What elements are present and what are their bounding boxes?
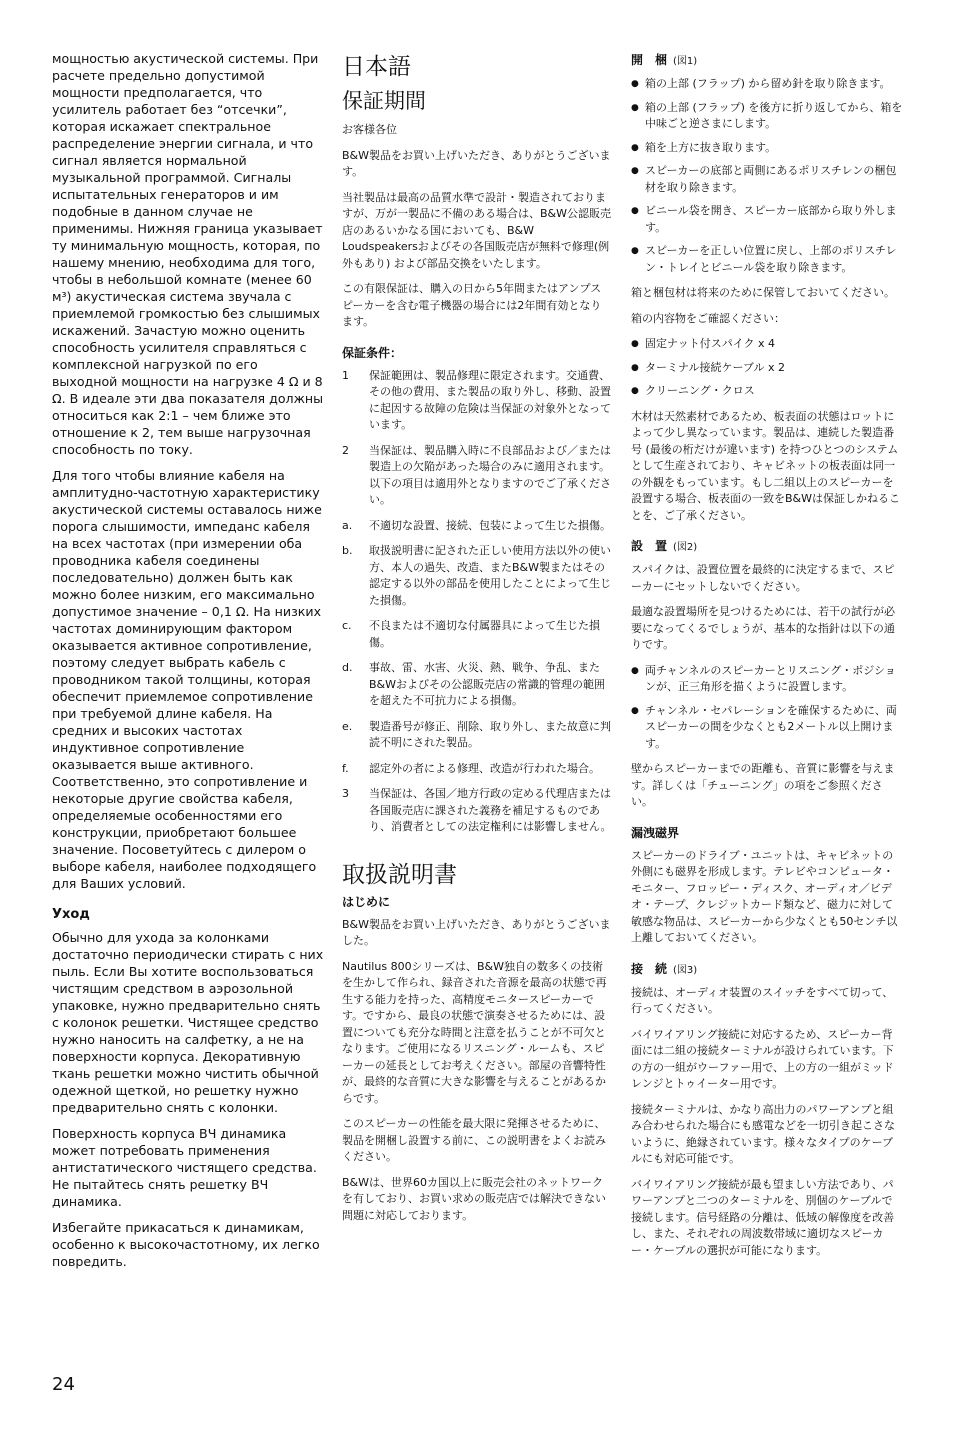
connection-heading-text: 接 続 — [631, 961, 668, 976]
unpacking-figure-ref: (図1) — [673, 56, 698, 67]
condition-number: f. — [342, 761, 349, 775]
connection-paragraph: バイワイアリング接続に対応するため、スピーカー背面には二組の接続ターミナルが設けられています。下の方の一組がウーファー用で、上の方の一組がミッドレンジとトゥイーター用です。 — [631, 1027, 894, 1090]
condition-text: 製造番号が修正、削除、取り外し、また故意に判読不明にされた製品。 — [369, 719, 611, 749]
condition-number: e. — [342, 719, 353, 733]
ru-paragraph-power: мощностью акустической системы. При расчете предельно допустимой мощности предполагается, что усилитель работает без “отсечки”, которая искажает спектральное распределение энергии сигнала, и что сигнал является нормальной музыкальной программой. Сигналы испытательных генераторов и им подобные в данном случае не применимы. Нижняя граница указывает ту минимальную мощность, которая, по нашему мнению, необходима для того, чтобы в небольшой комнате (менее 60 м³) акустическая система звучала с приемлемой громкостью без слышимых искажений. Зачастую можно оценить способность усилителя справляться с комплексной нагрузкой по его выходной мощности на нагрузке 4 Ω и 8 Ω. В идеале эти два показателя должны относиться как 2:1 – чем ближе это отношение к 2, тем выше нагрузочная способность по току. — [52, 51, 324, 457]
intro-paragraph: B&Wは、世界60カ国以上に販売会社のネットワークを有しており、お買い求めの販売店では解決できない問題に対応しております。 — [342, 1175, 606, 1222]
condition-number: 3 — [342, 787, 349, 800]
placement-paragraph: 最適な設置場所を見つけるためには、若干の試行が必要になってくるでしょうが、基本的な指針は以下の通りです。 — [631, 605, 895, 651]
condition-text: 取扱説明書に記された正しい使用方法以外の使い方、本人の過失、改造、またB&W製またはその認定する以外の部品を使用したことによって生じた損傷。 — [369, 544, 611, 607]
list-item: ● 箱を上方に抜き取ります。 — [631, 140, 903, 157]
condition-number: 1 — [342, 368, 349, 382]
placement-heading — [631, 538, 903, 556]
connection-paragraph: バイワイアリング接続が最も望ましい方法であり、パワーアンプと二つのターミナルを、別個のケーブルで接続します。信号経路の分離は、低域の解像度を改善し、また、それぞれの周波数帯域に適切なスピーカー・ケーブルの選択が可能になります。 — [631, 1177, 895, 1257]
manual-title: 取扱説明書 — [342, 861, 457, 888]
unpacking-paragraph: 箱の内容物をご確認ください： — [631, 311, 785, 325]
warranty-paragraph: B&W製品をお買い上げいただき、ありがとうございます。 — [342, 148, 611, 178]
ru-paragraph-care-3: Избегайте прикасаться к динамикам, особенно к высокочастотному, их легко повредить. — [52, 1220, 320, 1269]
condition-number: d. — [342, 661, 353, 674]
magnetic-heading: 漏洩磁界 — [631, 825, 680, 840]
warranty-paragraph: 当社製品は最高の品質水準で設計・製造されておりますが、万が一製品に不備のある場合は、B&W公認販売店のあるいかなる国においても、B&W Loudspeakersおよびその各国販売店が無料で修理(例外もあり) および部品交換をいたします。 — [342, 190, 611, 270]
condition-text: 不良または不適切な付属器具によって生じた損傷。 — [369, 619, 600, 649]
unpacking-heading — [631, 52, 903, 70]
unpacking-paragraph: 箱と梱包材は将来のために保管しておいてください。 — [631, 286, 895, 299]
condition-item — [342, 660, 612, 710]
list-item: ● ビニール袋を開き、スピーカー底部から取り外します。 — [631, 203, 903, 236]
condition-item — [342, 543, 612, 609]
list-item: ● クリーニング・クロス — [631, 383, 903, 400]
unpacking-heading-text: 開 梱 — [631, 53, 668, 67]
list-item: ● 箱の上部 (フラップ) から留め針を取り除きます。 — [631, 76, 903, 93]
placement-paragraph: スパイクは、設置位置を最終的に決定するまで、スピーカーにセットしないでください。 — [631, 563, 895, 593]
condition-text: 当保証は、製品購入時に不良部品および／または製造上の欠陥があった場合のみに適用されます。以下の項目は適用外となりますのでご了承ください。 — [369, 443, 611, 506]
connection-paragraph: 接続ターミナルは、かなり高出力のパワーアンプと組み合わせられた場合にも感電などを一切引き起こさないように、絶縁されています。様々なタイプのケーブルにも対応可能です。 — [631, 1102, 895, 1165]
placement-paragraph: 壁からスピーカーまでの距離も、音質に影響を与えます。詳しくは「チューニング」の項をご参照ください。 — [631, 762, 895, 808]
condition-number: 2 — [342, 443, 349, 457]
intro-heading: はじめに — [342, 894, 391, 909]
japanese-warranty-column — [342, 50, 612, 1233]
list-item: ● スピーカーの底部と両側にあるポリスチレンの梱包材を取り除きます。 — [631, 163, 903, 196]
language-title: 日本語 — [342, 54, 411, 80]
conditions-list — [342, 368, 612, 836]
ru-paragraph-care-2: Поверхность корпуса ВЧ динамика может потребовать применения антистатического чистящего средства. Не пытайтесь снять решетку ВЧ динамика. — [52, 1126, 317, 1209]
placement-list — [631, 663, 903, 753]
condition-item — [342, 518, 612, 535]
condition-item — [342, 618, 612, 651]
warranty-paragraph: この有限保証は、購入の日から5年間またはアンプスピーカーを含む電子機器の場合には2年間有効となります。 — [342, 282, 602, 328]
contents-list — [631, 336, 903, 400]
warranty-title: 保証期間 — [342, 89, 426, 113]
placement-figure-ref: (図2) — [673, 542, 698, 553]
ru-paragraph-care-1: Обычно для ухода за колонками достаточно периодически стирать с них пыль. Если Вы хотите воспользоваться чистящим средством в аэрозольной упаковке, нужно предварительно снять с колонок решетки. Чистящее средство нужно наносить на салфетку, а не на поверхности корпуса. Декоративную ткань решетки можно чистить обычной одежной щеткой, но решетку нужно предварительно снять с колонки. — [52, 930, 324, 1115]
connection-heading — [631, 961, 903, 979]
list-item: ● 箱の上部 (フラップ) を後方に折り返してから、箱を中味ごと逆さまにします。 — [631, 100, 903, 133]
list-item: ● 固定ナット付スパイク x 4 — [631, 336, 903, 353]
condition-item — [342, 368, 612, 434]
condition-item — [342, 761, 612, 778]
conditions-heading: 保証条件： — [342, 345, 403, 360]
russian-column — [52, 50, 324, 1279]
condition-text: 当保証は、各国／地方行政の定める代理店または各国販売店に課された義務を補足するものであり、消費者としての法定権利には影響しません。 — [369, 787, 612, 833]
condition-text: 不適切な設置、接続、包装によって生じた損傷。 — [369, 518, 611, 532]
placement-heading-text: 設 置 — [631, 539, 668, 553]
connection-figure-ref: (図3) — [673, 964, 698, 976]
magnetic-paragraph: スピーカーのドライブ・ユニットは、キャビネットの外側にも磁界を形成します。テレビやコンピュータ・モニター、フロッピー・ディスク、オーディオ／ビデオ・テープ、クレジットカード類など、磁力に対して敏感な物品は、スピーカーから少なくとも50センチ以上離しておいてください。 — [631, 848, 898, 944]
condition-number: b. — [342, 544, 353, 557]
connection-paragraph: 接続は、オーディオ装置のスイッチをすべて切って、行ってください。 — [631, 985, 894, 1015]
condition-text: 保証範囲は、製品修理に限定されます。交通費、その他の費用、また製品の取り外し、移動、設置に起因する故障の危険は当保証の対象外となっています。 — [369, 368, 611, 431]
wood-paragraph: 木材は天然素材であるため、板表面の状態はロットによって少し異なっています。製品は、連続した製造番号 (最後の桁だけが違います) を持つひとつのシステムとして生産されており、キャビネットの板表面は同一の外観をもっています。もし二組以上のスピーカーを設置する場合、板表面の一致をB&Wは保証しかねることを、ご了承ください。 — [631, 409, 900, 522]
intro-paragraph: B&W製品をお買い上げいただき、ありがとうございました。 — [342, 917, 611, 947]
list-item: ● チャンネル・セパレーションを確保するために、両スピーカーの間を少なくとも2メートル以上開けます。 — [631, 703, 903, 753]
list-item: ● ターミナル接続ケーブル x 2 — [631, 360, 903, 377]
list-item: ● スピーカーを正しい位置に戻し、上部のポリスチレン・トレイとビニール袋を取り除きます。 — [631, 243, 903, 276]
page-number: 24 — [52, 1374, 75, 1395]
intro-paragraph: Nautilus 800シリーズは、B&W独自の数多くの技術を生かして作られ、録音された音源を最高の状態で再生する能力を持った、高精度モニタースピーカーです。ですから、最良の状態で演奏させるためには、設置についても充分な時間と注意を払うことが不可欠となります。ご使用になるリスニング・ルームも、スピーカーの延長としてお考えください。部屋の音響特性が、最終的な音質に大きな影響を与えることがあるからです。 — [342, 959, 607, 1105]
condition-text: 事故、雷、水害、火災、熱、戦争、争乱、またB&Wおよびその公認販売店の常識的管理の範囲を超えた不可抗力による損傷。 — [369, 661, 605, 707]
intro-paragraph: このスピーカーの性能を最大限に発揮させるために、製品を開梱し設置する前に、この説明書をよくお読みください。 — [342, 1117, 606, 1163]
condition-text: 認定外の者による修理、改造が行われた場合。 — [369, 761, 600, 775]
unpacking-list — [631, 76, 903, 276]
japanese-setup-column — [631, 50, 903, 1268]
ru-paragraph-cable: Для того чтобы влияние кабеля на амплитудно-частотную характеристику акустической системы оставалось ниже порога слышимости, импеданс кабеля на всех частотах (при измерении оба проводника кабеля соединены последовательно) должен быть как можно более низким, его максимально допустимое значение – 0,1 Ω. На низких частотах доминирующим фактором оказывается активное сопротивление, поэтому следует выбрать кабель с проводником такой толщины, которая обеспечит приемлемое сопротивление при требуемой длине кабеля. На средних и высоких частотах индуктивное сопротивление оказывается выше активного. Соответственно, это сопротивление и некоторые другие свойства кабеля, определяемые особенностями его конструкции, приобретают большее значение. Посоветуйтесь с дилером о выборе кабеля, наиболее подходящего для Ваших условий. — [52, 468, 322, 891]
condition-number: a. — [342, 518, 353, 532]
condition-number: c. — [342, 619, 352, 632]
condition-item — [342, 786, 612, 836]
condition-item — [342, 443, 612, 509]
ru-care-heading: Уход — [52, 907, 90, 922]
condition-item — [342, 719, 612, 752]
list-item: ● 両チャンネルのスピーカーとリスニング・ポジションが、正三角形を描くように設置します。 — [631, 663, 903, 696]
warranty-paragraph: お客様各位 — [342, 123, 397, 136]
